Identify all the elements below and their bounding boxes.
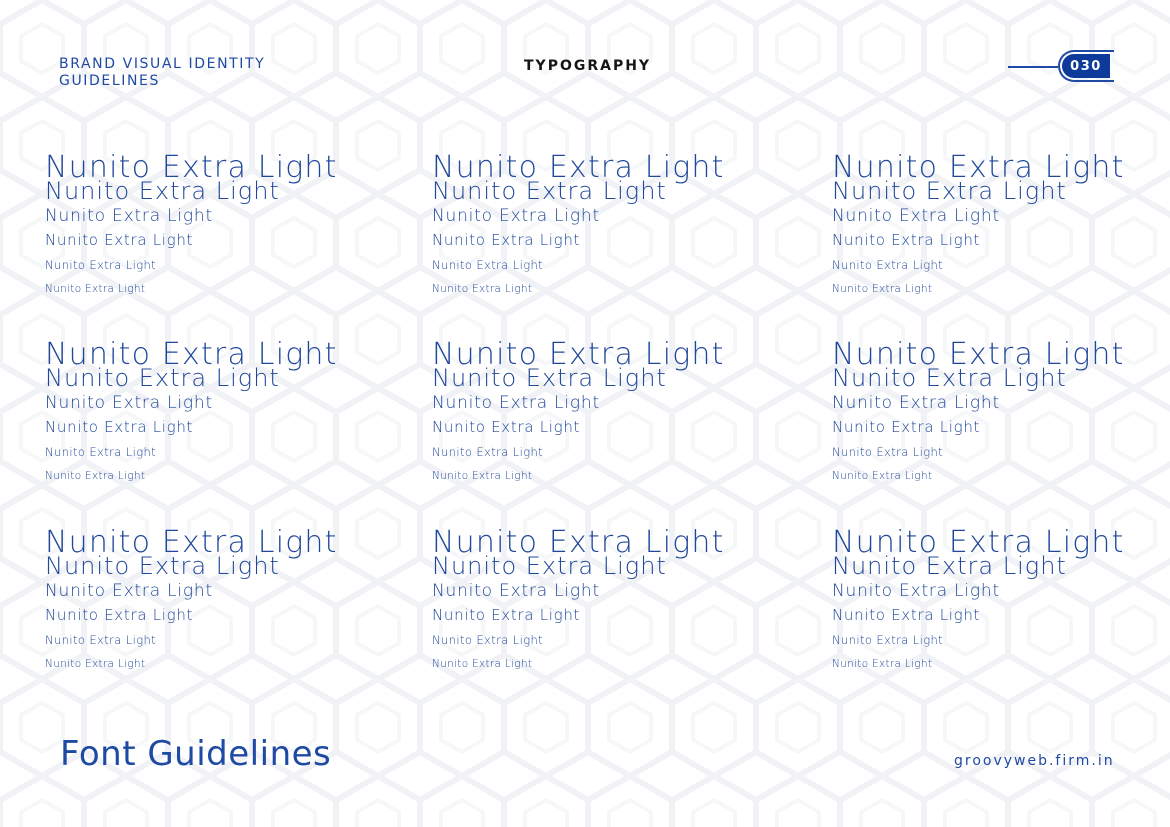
- font-specimen-line: Nunito Extra Light: [45, 150, 338, 185]
- font-specimen-line: Nunito Extra Light: [45, 525, 338, 560]
- font-specimen-line: Nunito Extra Light: [45, 393, 213, 413]
- font-specimen-block: [45, 150, 375, 310]
- font-specimen-line: Nunito Extra Light: [432, 283, 533, 295]
- footer-website-link[interactable]: groovyweb.firm.in: [954, 753, 1115, 769]
- font-specimen-block: [432, 150, 762, 310]
- footer-title: Font Guidelines: [60, 734, 332, 774]
- font-specimen-block: [432, 525, 762, 685]
- font-specimen-line: Nunito Extra Light: [832, 418, 981, 436]
- font-specimen-line: Nunito Extra Light: [432, 258, 544, 272]
- font-specimen-line: Nunito Extra Light: [832, 150, 1125, 185]
- font-specimen-line: Nunito Extra Light: [45, 581, 213, 601]
- font-specimen-line: Nunito Extra Light: [432, 470, 533, 482]
- font-specimen-line: Nunito Extra Light: [432, 231, 581, 249]
- font-specimen-line: Nunito Extra Light: [45, 258, 157, 272]
- font-specimen-block: [45, 337, 375, 497]
- font-specimen-line: Nunito Extra Light: [432, 552, 667, 580]
- font-specimen-line: Nunito Extra Light: [45, 445, 157, 459]
- font-specimen-line: Nunito Extra Light: [45, 658, 146, 670]
- font-specimen-line: Nunito Extra Light: [432, 606, 581, 624]
- font-specimen-line: Nunito Extra Light: [832, 364, 1067, 392]
- page-number-badge: 030: [1062, 54, 1110, 78]
- font-specimen-line: Nunito Extra Light: [45, 337, 338, 372]
- font-specimen-line: Nunito Extra Light: [45, 470, 146, 482]
- font-specimen-line: Nunito Extra Light: [832, 470, 933, 482]
- font-specimen-line: Nunito Extra Light: [45, 283, 146, 295]
- font-specimen-line: Nunito Extra Light: [432, 177, 667, 205]
- font-specimen-line: Nunito Extra Light: [432, 393, 600, 413]
- font-specimen-line: Nunito Extra Light: [832, 606, 981, 624]
- font-specimen-line: Nunito Extra Light: [45, 633, 157, 647]
- font-specimen-line: Nunito Extra Light: [432, 206, 600, 226]
- font-specimen-line: Nunito Extra Light: [432, 658, 533, 670]
- font-specimen-line: Nunito Extra Light: [45, 552, 280, 580]
- font-specimen-line: Nunito Extra Light: [832, 393, 1000, 413]
- font-specimen-line: Nunito Extra Light: [832, 283, 933, 295]
- font-specimen-line: Nunito Extra Light: [432, 150, 725, 185]
- font-specimen-line: Nunito Extra Light: [45, 206, 213, 226]
- font-specimen-line: Nunito Extra Light: [432, 525, 725, 560]
- font-specimen-line: Nunito Extra Light: [832, 445, 944, 459]
- font-specimen-block: [832, 525, 1162, 685]
- font-specimen-line: Nunito Extra Light: [432, 418, 581, 436]
- brand-title-line2: GUIDELINES: [59, 73, 160, 89]
- font-specimen-line: Nunito Extra Light: [832, 525, 1125, 560]
- font-specimen-line: Nunito Extra Light: [432, 364, 667, 392]
- font-specimen-line: Nunito Extra Light: [832, 633, 944, 647]
- font-specimen-block: [832, 150, 1162, 310]
- font-specimen-line: Nunito Extra Light: [45, 364, 280, 392]
- font-specimen-line: Nunito Extra Light: [832, 206, 1000, 226]
- brand-guidelines-title: [59, 56, 265, 90]
- font-specimen-line: Nunito Extra Light: [45, 606, 194, 624]
- font-specimen-line: Nunito Extra Light: [832, 581, 1000, 601]
- font-specimen-line: Nunito Extra Light: [832, 231, 981, 249]
- page-indicator: [1008, 48, 1118, 88]
- page-indicator-line: [1008, 66, 1058, 68]
- font-specimen-block: [432, 337, 762, 497]
- font-specimen-line: Nunito Extra Light: [45, 177, 280, 205]
- font-specimen-line: Nunito Extra Light: [432, 633, 544, 647]
- font-specimen-line: Nunito Extra Light: [832, 552, 1067, 580]
- font-specimen-line: Nunito Extra Light: [432, 581, 600, 601]
- font-specimen-block: [832, 337, 1162, 497]
- font-specimen-line: Nunito Extra Light: [432, 445, 544, 459]
- font-specimen-line: Nunito Extra Light: [832, 258, 944, 272]
- font-specimen-line: Nunito Extra Light: [45, 418, 194, 436]
- font-specimen-line: Nunito Extra Light: [832, 177, 1067, 205]
- font-specimen-block: [45, 525, 375, 685]
- font-specimen-line: Nunito Extra Light: [832, 658, 933, 670]
- section-title: TYPOGRAPHY: [524, 58, 652, 74]
- font-specimen-line: Nunito Extra Light: [45, 231, 194, 249]
- font-specimen-line: Nunito Extra Light: [432, 337, 725, 372]
- font-specimen-line: Nunito Extra Light: [832, 337, 1125, 372]
- brand-title-line1: BRAND VISUAL IDENTITY: [59, 56, 266, 72]
